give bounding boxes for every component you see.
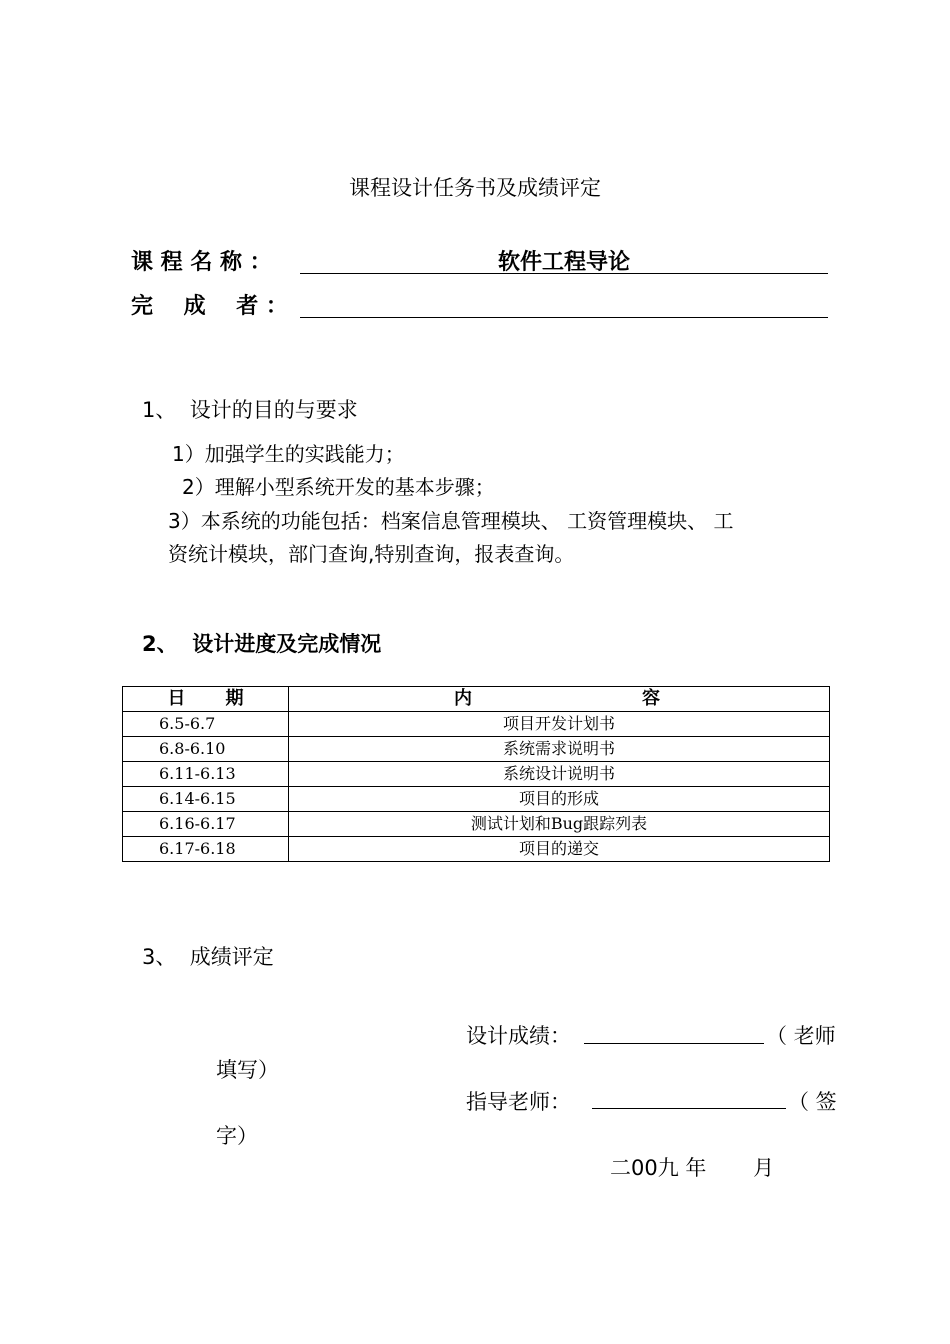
grade-label: 设计成绩： xyxy=(466,1024,571,1048)
row-content: 项目的形成 xyxy=(289,787,830,812)
requirement-item-1: 1）加强学生的实践能力； xyxy=(172,442,405,466)
row-date: 6.16-6.17 xyxy=(123,812,289,837)
teacher-note: （ 签 xyxy=(788,1090,837,1114)
requirement-item-3-cont: 资统计模块，部门查询,特别查询，报表查询。 xyxy=(168,542,575,566)
row-date: 6.8-6.10 xyxy=(123,737,289,762)
teacher-label: 指导老师： xyxy=(466,1090,571,1114)
header-content-char-2: 容 xyxy=(642,688,660,709)
table-row xyxy=(123,787,830,812)
header-content xyxy=(289,687,830,712)
grade-underline xyxy=(584,1043,764,1044)
row-content: 项目开发计划书 xyxy=(289,712,830,737)
row-date: 6.14-6.15 xyxy=(123,787,289,812)
row-content: 系统需求说明书 xyxy=(289,737,830,762)
requirement-item-2: 2）理解小型系统开发的基本步骤； xyxy=(182,475,495,499)
table-row xyxy=(123,812,830,837)
table-row xyxy=(123,837,830,862)
table-header-row xyxy=(123,687,830,712)
section-2-heading: 2、 设计进度及完成情况 xyxy=(142,632,382,656)
author-underline xyxy=(300,317,828,318)
grade-note-cont: 填写） xyxy=(216,1058,279,1082)
document-title: 课程设计任务书及成绩评定 xyxy=(349,176,601,200)
grade-note: （ 老师 xyxy=(766,1024,836,1048)
teacher-signature-underline xyxy=(592,1108,786,1109)
row-date: 6.17-6.18 xyxy=(123,837,289,862)
header-date-char-2: 期 xyxy=(225,688,244,709)
table-row xyxy=(123,712,830,737)
table-row xyxy=(123,762,830,787)
requirement-item-3: 3）本系统的功能包括：档案信息管理模块、 工资管理模块、 工 xyxy=(168,509,734,533)
header-content-char-1: 内 xyxy=(454,688,472,709)
header-date-char-1: 日 xyxy=(167,688,186,709)
course-name-label: 课 程 名 称 ： xyxy=(131,250,272,275)
section-1-heading: 1、 设计的目的与要求 xyxy=(142,398,358,422)
date-line: 二00九 年 月 xyxy=(610,1156,775,1180)
table-row xyxy=(123,737,830,762)
header-date xyxy=(123,687,289,712)
row-date: 6.5-6.7 xyxy=(123,712,289,737)
section-3-heading: 3、 成绩评定 xyxy=(142,945,274,969)
row-content: 测试计划和Bug跟踪列表 xyxy=(289,812,830,837)
row-content: 项目的递交 xyxy=(289,837,830,862)
schedule-table xyxy=(122,686,830,862)
course-name-value: 软件工程导论 xyxy=(497,250,630,275)
author-label: 完 成 者 ： xyxy=(131,294,288,319)
row-content: 系统设计说明书 xyxy=(289,762,830,787)
row-date: 6.11-6.13 xyxy=(123,762,289,787)
teacher-note-cont: 字） xyxy=(216,1124,258,1148)
